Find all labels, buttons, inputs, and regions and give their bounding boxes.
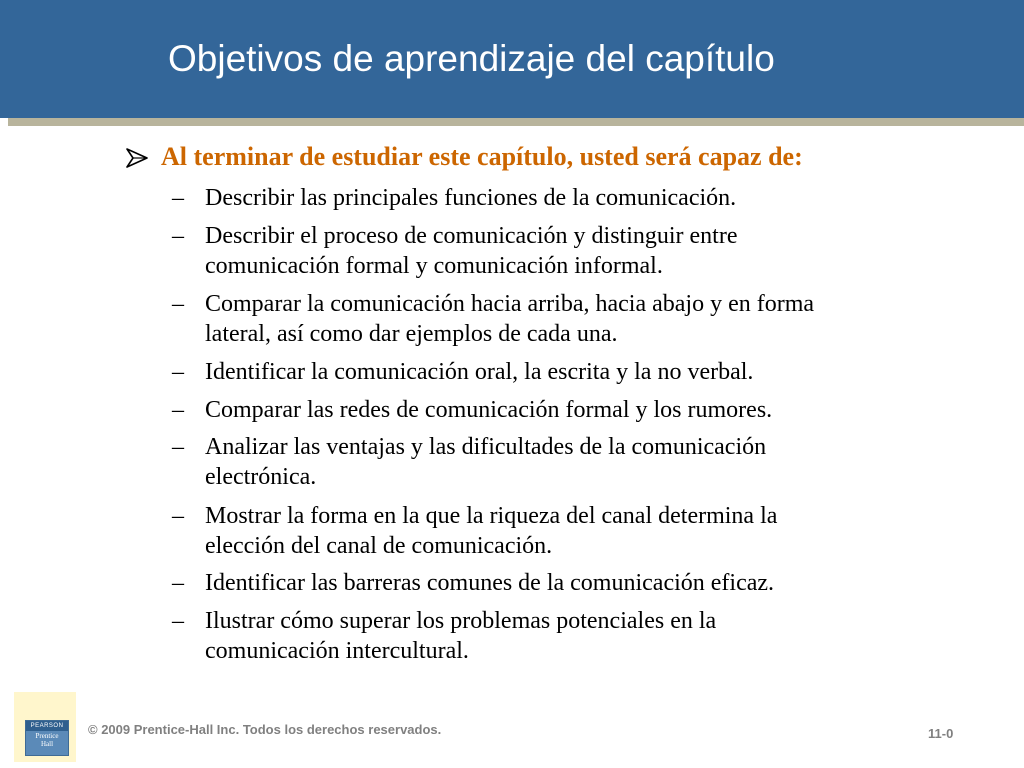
dash-marker: – <box>172 223 184 249</box>
objective-text-continued: comunicación formal y comunicación informal. <box>205 253 663 279</box>
objective-text: Describir las principales funciones de la comunicación. <box>205 185 737 211</box>
publisher-logo <box>14 692 76 762</box>
objective-item <box>172 501 932 561</box>
slide-title: Objetivos de aprendizaje del capítulo <box>168 38 775 79</box>
title-bar <box>0 0 1024 118</box>
objective-item <box>172 395 932 425</box>
objective-text: Identificar la comunicación oral, la escrita y la no verbal. <box>205 359 754 385</box>
copyright-notice: © 2009 Prentice-Hall Inc. Todos los derechos reservados. <box>88 722 442 737</box>
main-point-text: Al terminar de estudiar este capítulo, usted será capaz de: <box>161 142 803 171</box>
objective-item <box>172 606 932 666</box>
dash-marker: – <box>172 397 184 423</box>
objective-text: Comparar las redes de comunicación formal y los rumores. <box>205 397 773 423</box>
dash-marker: – <box>172 570 184 596</box>
title-bar-shadow <box>8 118 1024 126</box>
objective-item <box>172 357 932 387</box>
objective-item <box>172 183 932 213</box>
objective-text: Comparar la comunicación hacia arriba, hacia abajo y en forma <box>205 291 815 317</box>
logo-line-2: Hall <box>40 740 54 748</box>
objective-item <box>172 289 932 349</box>
dash-marker: – <box>172 608 184 634</box>
objective-item <box>172 568 932 598</box>
dash-marker: – <box>172 185 184 211</box>
objective-item <box>172 432 932 492</box>
objective-text: Identificar las barreras comunes de la comunicación eficaz. <box>205 570 775 596</box>
objective-text-continued: lateral, así como dar ejemplos de cada una. <box>205 321 618 347</box>
page-number: 11-0 <box>928 726 954 741</box>
dash-marker: – <box>172 434 184 460</box>
objective-text: Ilustrar cómo superar los problemas potenciales en la <box>205 608 717 634</box>
objective-text: Analizar las ventajas y las dificultades de la comunicación <box>205 434 767 460</box>
objective-item <box>172 221 932 281</box>
objective-text-continued: comunicación intercultural. <box>205 638 469 664</box>
logo-badge <box>25 720 69 756</box>
logo-imprint <box>26 732 68 748</box>
dash-marker: – <box>172 503 184 529</box>
dash-marker: – <box>172 291 184 317</box>
objective-text: Describir el proceso de comunicación y distinguir entre <box>205 223 738 249</box>
objective-text-continued: elección del canal de comunicación. <box>205 533 553 559</box>
logo-line-1: Prentice <box>35 732 59 740</box>
objective-text-continued: electrónica. <box>205 464 317 490</box>
logo-brand-text: PEARSON <box>26 721 68 731</box>
objective-text: Mostrar la forma en la que la riqueza del canal determina la <box>205 503 778 529</box>
arrow-bullet-icon <box>126 148 148 168</box>
dash-marker: – <box>172 359 184 385</box>
